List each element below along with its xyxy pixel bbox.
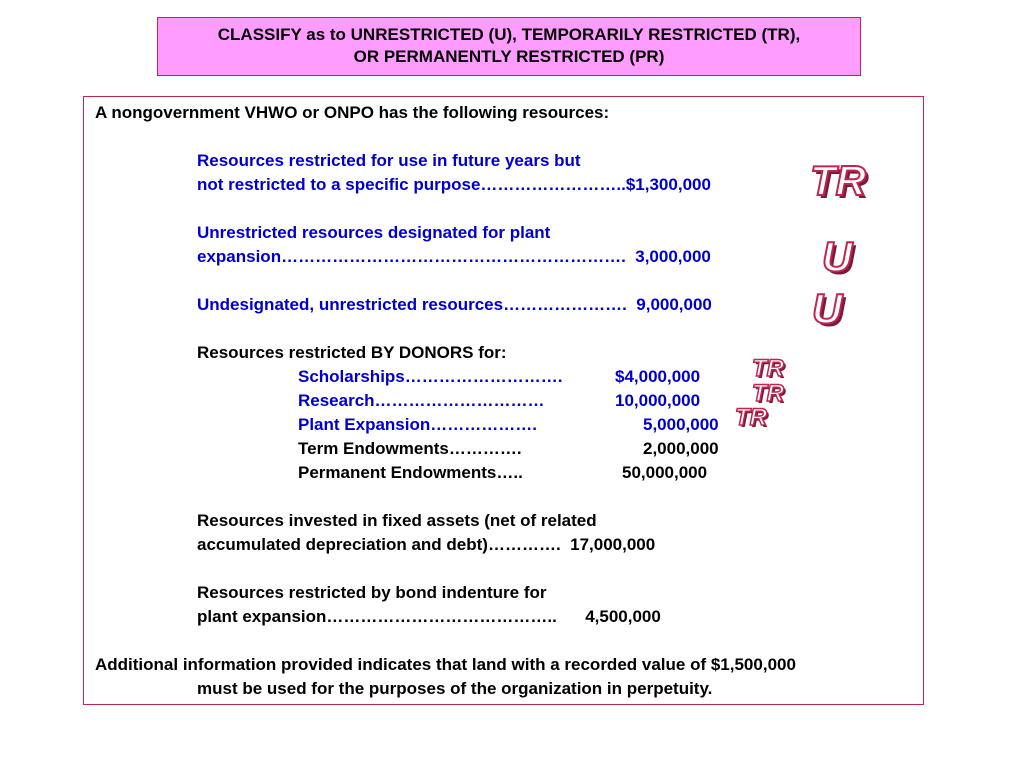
undesignated-line: Undesignated, unrestricted resources…………………. 9,000,000	[197, 295, 712, 314]
tag-u-plant-designated: U	[822, 233, 853, 280]
tag-tr-research: TR	[752, 380, 784, 407]
fixed-assets-line-2: accumulated depreciation and debt)…………. 17,000,000	[197, 535, 656, 554]
donor-row-amount: 10,000,000	[615, 391, 701, 410]
title-banner	[157, 17, 861, 76]
title-line-1: CLASSIFY as to UNRESTRICTED (U), TEMPORARILY RESTRICTED (TR),	[217, 25, 801, 44]
tag-tr-future-years: TR	[810, 157, 866, 204]
donors-heading: Resources restricted BY DONORS for:	[197, 343, 507, 362]
intro-text: A nongovernment VHWO or ONPO has the following resources:	[95, 103, 610, 122]
donor-row-label: Plant Expansion……………….	[298, 415, 537, 434]
plant-designated-line-1: Unrestricted resources designated for plant	[197, 223, 551, 242]
donor-row-amount: 2,000,000	[643, 439, 719, 458]
tag-tr-plant-expansion: TR	[735, 404, 767, 431]
donor-row-amount: $4,000,000	[615, 367, 701, 386]
title-line-2: OR PERMANENTLY RESTRICTED (PR)	[353, 47, 665, 66]
future-years-line-2: not restricted to a specific purpose……………………..$1,300,000	[197, 175, 711, 194]
bond-line-2: plant expansion………………………………….. 4,500,000	[197, 607, 661, 626]
donor-row-label: Scholarships……………………….	[298, 367, 563, 386]
tag-u-undesignated: U	[812, 285, 843, 332]
additional-info-line-2: must be used for the purposes of the organization in perpetuity.	[197, 679, 713, 698]
donor-row-amount: 5,000,000	[643, 415, 719, 434]
future-years-line-1: Resources restricted for use in future years but	[197, 151, 581, 170]
bond-line-1: Resources restricted by bond indenture for	[197, 583, 547, 602]
donor-row-amount: 50,000,000	[622, 463, 708, 482]
additional-info-line-1: Additional information provided indicates that land with a recorded value of $1,500,000	[95, 655, 796, 674]
donor-row-label: Permanent Endowments…..	[298, 463, 523, 482]
tag-tr-scholarships: TR	[752, 355, 784, 382]
donor-row-label: Research…………………………	[298, 391, 545, 410]
plant-designated-line-2: expansion……………………………………………………. 3,000,000	[197, 247, 711, 266]
fixed-assets-line-1: Resources invested in fixed assets (net of related	[197, 511, 597, 530]
donor-row-label: Term Endowments………….	[298, 439, 522, 458]
